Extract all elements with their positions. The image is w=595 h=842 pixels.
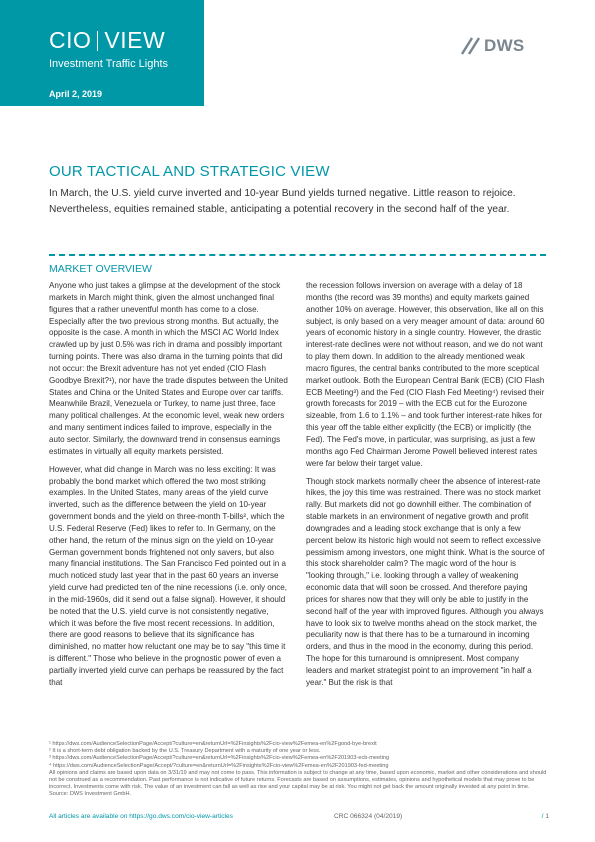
page-headline: OUR TACTICAL AND STRATEGIC VIEW <box>49 163 330 180</box>
page-number <box>542 813 549 820</box>
footnotes <box>49 741 549 799</box>
footnote-2: ² It is a short-term debt obligation backed by the U.S. Treasury Department with a maturity of one year or less. <box>49 748 321 755</box>
footnote-4[interactable]: ⁴ https://dws.com/AudienceSelectionPage/Accept/?culture=en&returnUrl=%2Finsights%2Fcio-view%2Femea-en%2F201903-fed-meeting <box>49 762 389 769</box>
articles-link[interactable]: All articles are available on https://go.dws.com/cio-view-articles <box>49 813 233 820</box>
publication-title <box>49 27 165 54</box>
body-paragraph: Anyone who just takes a glimpse at the development of the stock markets in March might think, given the almost unchanged final figures that a rather uneventful month has come to a close. Especially after the two previous strong months. But actually, the opposite is the case. A month in which the MSCI AC World Index crawled up by just 0.5% was rich in drama and possibly important turning points. There was also drama in the turning points that did not occur: the Brexit adventure has not yet ended (CIO Flash Goodbye Brexit?¹), nor have the trade disputes between the United States and China or the United States and Europe over car tariffs. Meanwhile Brazil, Venezuela or Turkey, to name just three, face many political challenges. At the economic level, weak new orders and many sentiment indices failed to improve, especially in the auto sector. Similarly, the downward trend in consensus earnings estimates in virtually all equity markets persisted. <box>49 281 288 456</box>
body-paragraph: the recession follows inversion on average with a delay of 18 months (the record was 39 months) and equity markets gained another 10% on average. However, this observation, like all on this subject, is only based on a very meager amount of data: around 60 years of economic history in a single country. However, the drastic interest-rate declines were not without reason, and we do not want to play them down. In addition to the already mentioned weak macro figures, the central banks contributed to the more sceptical market outlook. Both the European Central Bank (ECB) (CIO Flash ECB Meeting³) and the Fed (CIO Flash Fed Meeting⁴) revised their growth forecasts for 2019 – with the ECB cut for the Eurozone sizeable, from 1.6 to 1.1% – and took further interest-rate hikes for this year off the table either explicitly (the ECB) or implicitly (the Fed). The Fed's move, in particular, was surprising, as just a few months ago Fed Chairman Jerome Powell believed interest rates were far below their target value. <box>306 281 545 468</box>
footnote-1[interactable]: ¹ https://dws.com/AudienceSelectionPage/Accept/?culture=en&returnUrl=%2Finsights%2Fcio-view%2Femea-en%2Fgood-bye-brexit <box>49 741 377 747</box>
page-slash: / <box>541 813 546 820</box>
document-reference: CRC 066324 (04/2019) <box>334 813 403 820</box>
publication-title-right: VIEW <box>104 27 166 53</box>
section-title: MARKET OVERVIEW <box>49 263 152 275</box>
left-column <box>49 280 289 695</box>
header-banner <box>0 0 204 106</box>
publication-subtitle: Investment Traffic Lights <box>49 58 169 70</box>
body-paragraph: Though stock markets normally cheer the absence of interest-rate hikes, the joy this time was restrained. There was no stock market rally. But markets did not go downhill either. The combination of stable markets in an environment of negative growth and profit downgrades and a leading stock exchange that is only a few percent below its historic high would not seem to reflect excessive pessimism among investors, one might think. What is the source of this stock shareholder calm? The magic word of the hour is "looking through," i.e. looking through a valley of weakening economic data that will soon be crossed. And therefore paying prices for shares now that they will only be able to justify in the second half of the year with improved figures. Although you always have to look six to twelve months ahead on the stock market, the peculiarity now is that there has to be a turnaround in incoming orders, and thus in the mood in the economy, during this period. The hope for this turnaround is omnipresent. Most company leaders and market strategist point to an improvement "in half a year." But the risk is that <box>306 476 545 687</box>
right-column <box>306 280 546 695</box>
page-number-value: 1 <box>545 813 549 820</box>
footnote-3[interactable]: ³ https://dws.com/AudienceSelectionPage/Accept/?culture=en&returnUrl=%2Finsights%2Fcio-view%2Femea-en%2F201903-ecb-meeting <box>49 755 390 762</box>
page-footer <box>49 813 549 823</box>
publication-date: April 2, 2019 <box>49 89 103 99</box>
title-separator <box>97 31 98 51</box>
publication-title-left: CIO <box>49 27 92 53</box>
body-paragraph: However, what did change in March was no less exciting: It was probably the bond market which offered the two most striking examples. In the United States, many areas of the yield curve inverted, such as the difference between the yield on 10-year government bonds and the yield on three-month T-bills², which the U.S. Federal Reserve (Fed) likes to refer to. In Germany, on the other hand, the return of the minus sign on the yield on 10-year German government bonds frightened not only savers, but also many financial institutions. The San Francisco Fed pointed out in a much noticed study last year that in the past 60 years an inverse yield curve had predicted ten of the nine recessions (i.e. only once, in the mid-1960s, did it send out a false signal). However, it should be noted that the U.S. yield curve is not consistently negative, which it was before the five most recent recessions. In addition, there are good reasons to believe that its significance has diminished, no matter how reluctant one may be to say "this time it is different." Those who believe in the prognostic power of even a partially inverted yield curve can perhaps be reassured by the fact that <box>49 464 287 687</box>
disclaimer: All opinions and claims are based upon data on 3/31/19 and may not come to pass. This information is subject to change at any time, based upon economic, market and other considerations and should not be construed as a recommendation. Past performance is not indicative of future returns. Forecasts are based on assumptions, estimates, opinions and hypothetical models that may prove to be incorrect. Investments come with risk. The value of an investment can fall as well as rise and your capital may be at risk. You might not get back the amount originally invested at any point in time. Source: DWS Investment GmbH. <box>49 769 547 798</box>
dashed-divider <box>49 254 546 256</box>
intro-paragraph: In March, the U.S. yield curve inverted and 10-year Bund yields turned negative. Little reason to rejoice. Nevertheless, equities remained stable, anticipating a potential recovery in the second half of the year. <box>49 188 516 215</box>
dws-logo-text: DWS <box>484 36 525 55</box>
